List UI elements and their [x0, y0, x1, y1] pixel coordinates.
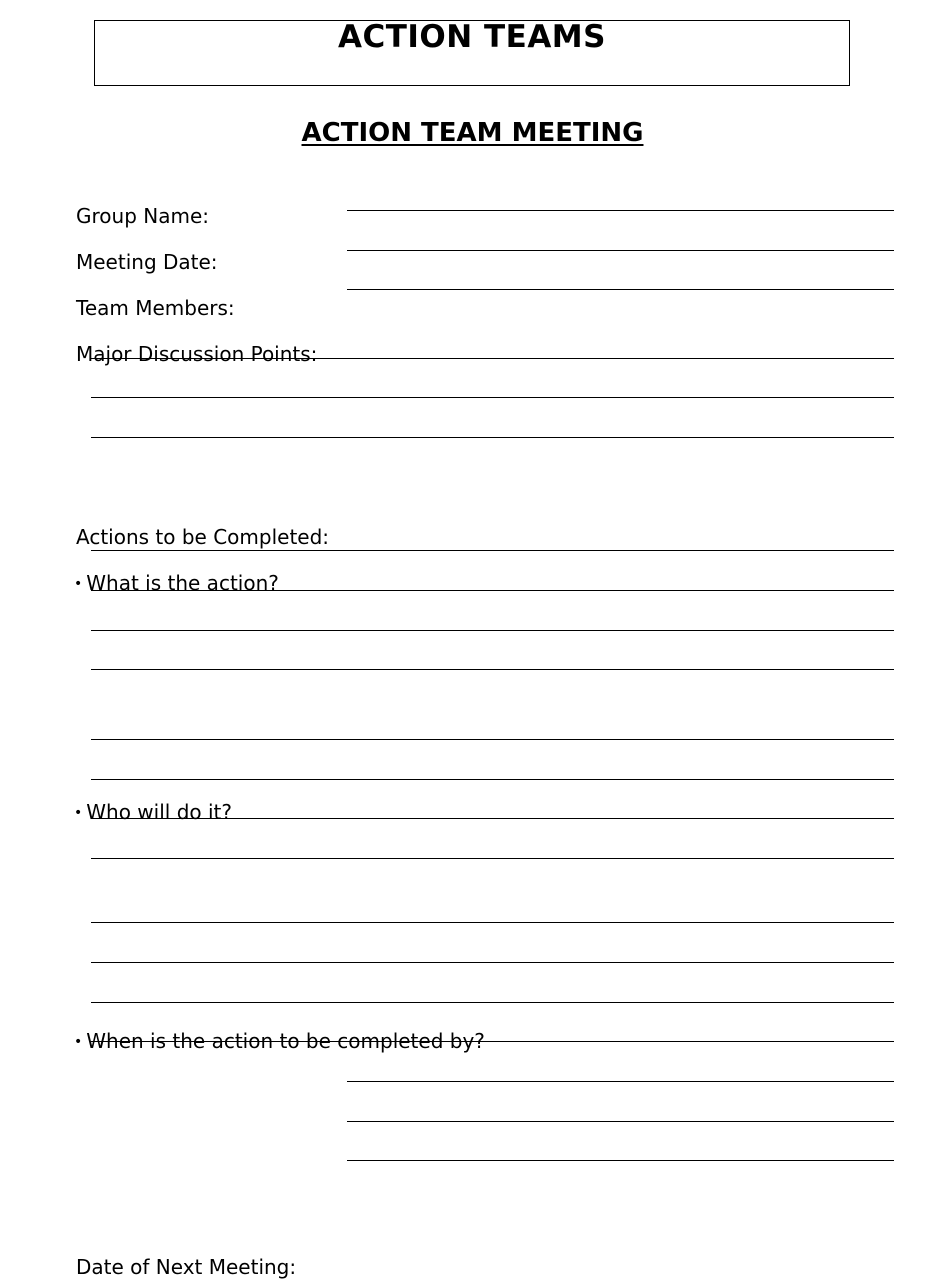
team-members-label: Team Members:: [76, 296, 235, 320]
what-line-4[interactable]: [91, 739, 894, 740]
who-line-4[interactable]: [91, 962, 894, 963]
bullet-icon: •: [74, 1034, 83, 1050]
page-subtitle-text: ACTION TEAM MEETING: [301, 118, 644, 148]
who-line-5[interactable]: [91, 1002, 894, 1003]
what-line-1[interactable]: [91, 590, 894, 591]
who-line-3[interactable]: [91, 922, 894, 923]
actions-line-1[interactable]: [91, 550, 894, 551]
discussion-line-3[interactable]: [91, 437, 894, 438]
title-box: [94, 20, 850, 86]
discussion-line-2[interactable]: [91, 397, 894, 398]
what-line-3[interactable]: [91, 669, 894, 670]
bullet-icon: •: [74, 576, 83, 592]
meeting-date-line[interactable]: [347, 250, 894, 251]
what-line-5[interactable]: [91, 779, 894, 780]
bullet-when: [74, 1029, 485, 1056]
when-line-2[interactable]: [347, 1081, 894, 1082]
page-subtitle: [0, 116, 945, 150]
group-name-line[interactable]: [347, 210, 894, 211]
bullet-what: [74, 571, 279, 598]
discussion-line-1[interactable]: [91, 358, 894, 359]
group-name-label: Group Name:: [76, 204, 209, 228]
bullet-who: [74, 800, 232, 827]
bullet-icon: •: [74, 805, 83, 821]
bullet-when-text: When is the action to be completed by?: [86, 1029, 485, 1053]
discussion-points-label: Major Discussion Points:: [76, 342, 318, 366]
when-line-1[interactable]: [91, 1041, 894, 1042]
when-line-3[interactable]: [347, 1121, 894, 1122]
who-line-2[interactable]: [91, 858, 894, 859]
what-line-2[interactable]: [91, 630, 894, 631]
team-members-line[interactable]: [347, 289, 894, 290]
next-meeting-label: Date of Next Meeting:: [76, 1255, 297, 1279]
meeting-date-label: Meeting Date:: [76, 250, 218, 274]
actions-label: Actions to be Completed:: [76, 525, 330, 549]
bullet-who-text: Who will do it?: [86, 800, 232, 824]
who-line-1[interactable]: [91, 818, 894, 819]
when-line-4[interactable]: [347, 1160, 894, 1161]
bullet-what-text: What is the action?: [86, 571, 279, 595]
page-title: ACTION TEAMS: [337, 19, 606, 55]
